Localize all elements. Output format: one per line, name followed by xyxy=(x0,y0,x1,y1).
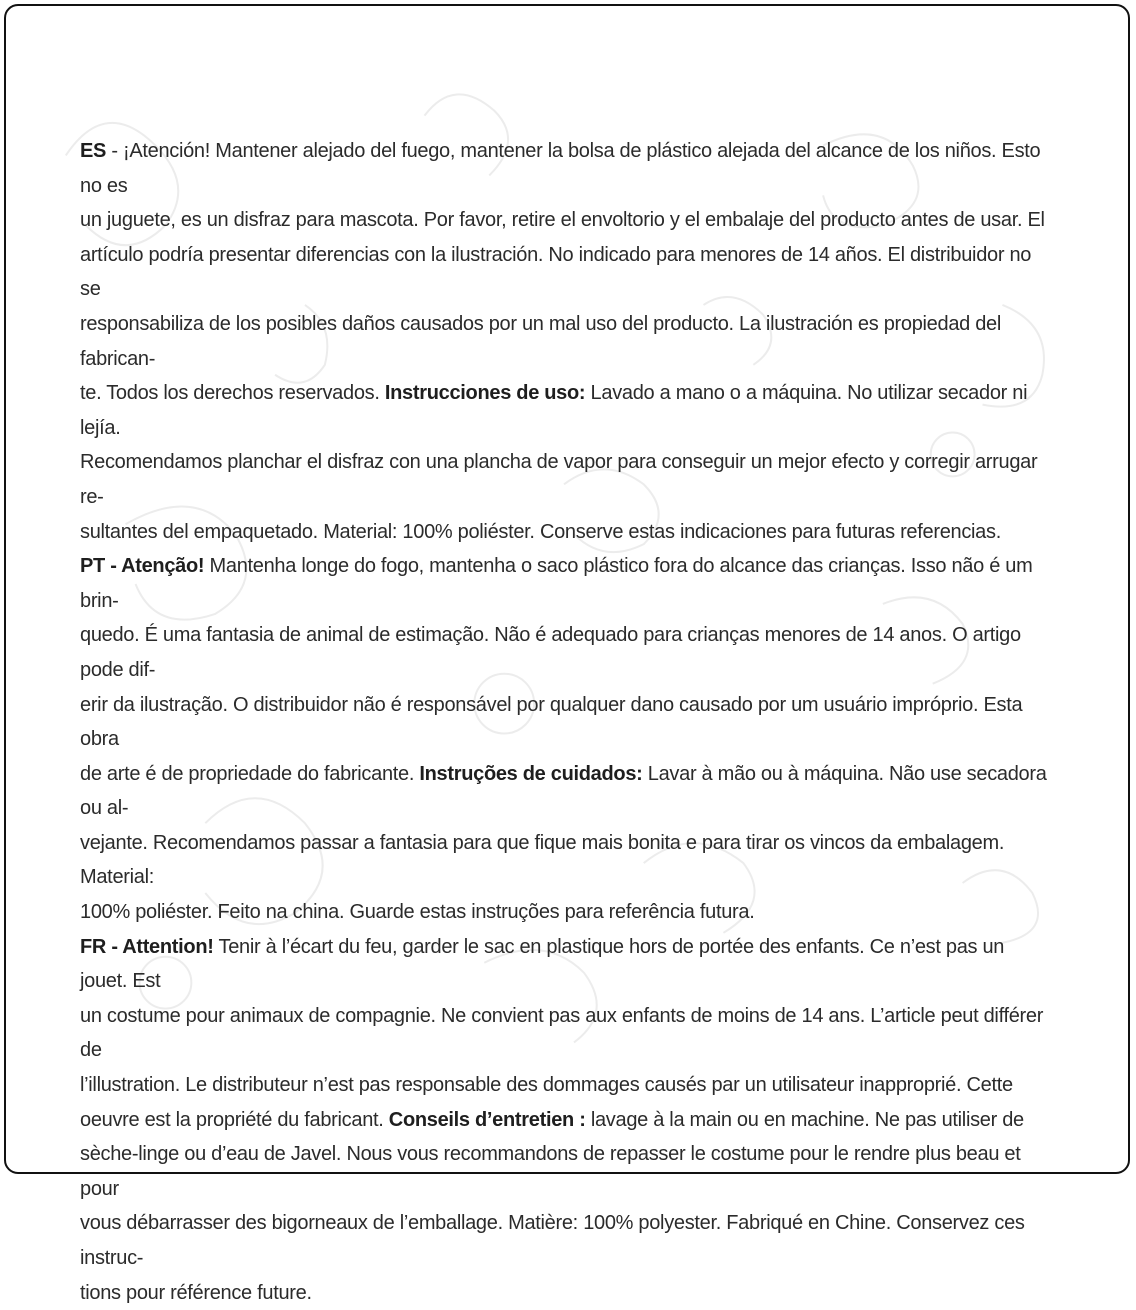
text-segment: tions pour référence future. xyxy=(80,1281,312,1304)
text-line xyxy=(80,203,1045,238)
text-line xyxy=(80,757,1048,826)
bold-heading: PT - Atenção! xyxy=(80,555,205,578)
text-line xyxy=(80,515,1001,550)
text-line xyxy=(80,1137,1048,1206)
paragraph-pt xyxy=(80,549,1048,930)
text-segment: oeuvre est la propriété du fabricant. xyxy=(80,1108,389,1131)
text-segment: un costume pour animaux de compagnie. Ne convient pas aux enfants de moins de 14 ans. L’article peut différer de xyxy=(80,1004,1044,1062)
text-segment: te. Todos los derechos reservados. xyxy=(80,382,385,405)
text-segment: sultantes del empaquetado. Material: 100% poliéster. Conserve estas indicaciones para futuras referencias. xyxy=(80,520,1001,543)
text-segment: Mantenha longe do fogo, mantenha o saco plástico fora do alcance das crianças. Isso não é um brin- xyxy=(80,555,1033,612)
text-line xyxy=(80,688,1048,757)
text-line xyxy=(80,1276,312,1310)
bold-heading: Instrucciones de uso: xyxy=(384,382,586,405)
bold-heading: FR - Attention! xyxy=(80,935,214,958)
text-segment: vous débarrasser des bigorneaux de l’emballage. Matière: 100% polyester. Fabriqué en Chine. Conservez ces instruc- xyxy=(80,1212,1025,1269)
text-segment: responsabiliza de los posibles daños causados por un mal uso del producto. La ilustración es propiedad del fabrican- xyxy=(80,312,1002,370)
bold-heading: ES xyxy=(80,140,107,162)
text-line xyxy=(80,1068,1013,1103)
bold-heading: Instruções de cuidados: xyxy=(419,762,643,785)
text-line xyxy=(80,238,1048,307)
text-segment: Lavar à mão ou à máquina. Não use secadora ou al- xyxy=(80,762,1047,820)
paragraph-fr xyxy=(80,930,1048,1310)
text-segment: lavage à la main ou en machine. Ne pas utiliser de xyxy=(585,1108,1024,1131)
text-segment: de arte é de propriedade do fabricante. xyxy=(80,762,420,785)
text-segment: artículo podría presentar diferencias con la ilustración. No indicado para menores de 14 años. El distribuidor no se xyxy=(80,243,1032,301)
text-line xyxy=(80,930,1048,999)
text-segment: sèche-linge ou d’eau de Javel. Nous vous recommandons de repasser le costume pour le rendre plus beau et pour xyxy=(80,1143,1021,1200)
text-line xyxy=(80,895,754,930)
text-segment: un juguete, es un disfraz para mascota. Por favor, retire el envoltorio y el embalaje del producto antes de usar. El xyxy=(80,209,1045,232)
text-line xyxy=(80,307,1048,376)
text-line xyxy=(80,376,1048,445)
text-line xyxy=(80,999,1048,1068)
text-segment: 100% poliéster. Feito na china. Guarde estas instruções para referência futura. xyxy=(80,901,755,924)
label-frame xyxy=(4,4,1130,1304)
text-segment: Recomendamos planchar el disfraz con una plancha de vapor para conseguir un mejor efecto y corregir arrugar re- xyxy=(80,451,1038,508)
text-segment: Lavado a mano o a máquina. No utilizar secador ni lejía. xyxy=(80,382,1028,439)
text-line xyxy=(80,826,1048,895)
text-segment: vejante. Recomendamos passar a fantasia para que fique mais bonita e para tirar os vincos da embalagem. Material: xyxy=(80,831,1005,889)
text-line xyxy=(80,1206,1048,1275)
product-warning-text xyxy=(80,134,1048,1310)
text-segment: l’illustration. Le distributeur n’est pas responsable des dommages causés par un utilisateur inapproprié. Cette xyxy=(80,1074,1013,1097)
text-segment: quedo. É uma fantasia de animal de estimação. Não é adequado para crianças menores de 14 anos. O artigo pode dif- xyxy=(80,624,1021,681)
text-segment: erir da ilustração. O distribuidor não é responsável por qualquer dano causado por um usuário impróprio. Esta obra xyxy=(80,693,1023,751)
text-line xyxy=(80,134,1048,203)
text-segment: - ¡Atención! Mantener alejado del fuego, mantener la bolsa de plástico alejada del alcance de los niños. Esto no es xyxy=(80,140,1041,197)
text-line xyxy=(80,1103,1024,1138)
text-segment: Tenir à l’écart du feu, garder le sac en plastique hors de portée des enfants. Ce n’est pas un jouet. Est xyxy=(80,935,1005,993)
text-line xyxy=(80,618,1048,687)
text-line xyxy=(80,445,1048,514)
bold-heading: Conseils d’entretien : xyxy=(388,1108,586,1131)
paragraph-es xyxy=(80,134,1048,549)
text-line xyxy=(80,549,1048,618)
